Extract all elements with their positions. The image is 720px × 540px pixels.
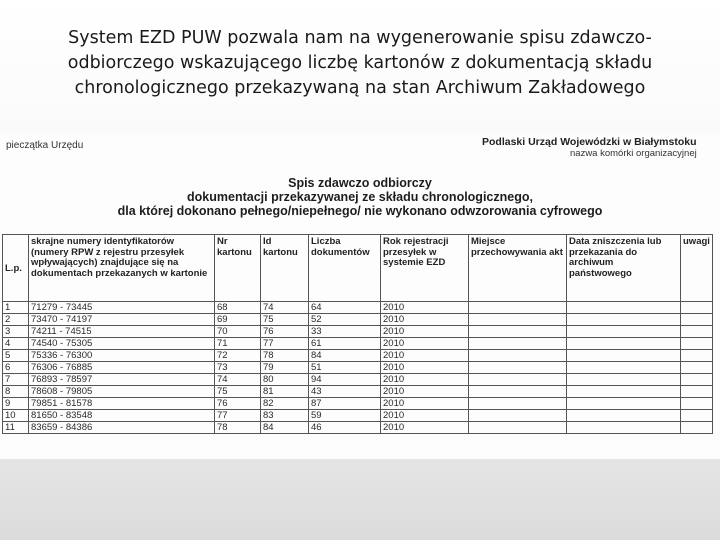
table-row — [3, 374, 713, 386]
row-number-cell: 5 — [3, 350, 29, 362]
registration-year-cell: 2010 — [381, 398, 469, 410]
row-number-cell: 11 — [3, 422, 29, 434]
table-row — [3, 398, 713, 410]
table-row — [3, 422, 713, 434]
box-number-cell: 70 — [215, 326, 261, 338]
box-id-cell: 82 — [261, 398, 309, 410]
registration-year-cell: 2010 — [381, 302, 469, 314]
row-number-cell: 9 — [3, 398, 29, 410]
box-number-cell: 77 — [215, 410, 261, 422]
box-number-cell: 75 — [215, 386, 261, 398]
identifier-range-cell: 83659 - 84386 — [29, 422, 215, 434]
identifier-range-cell: 74540 - 75305 — [29, 338, 215, 350]
column-header-lp: L.p. — [3, 235, 29, 302]
column-header-registration-year: Rok rejestracji przesyłek w systemie EZD — [381, 235, 469, 302]
document-title-line: dokumentacji przekazywanej ze składu chronologicznego, — [187, 190, 533, 204]
empty-cell — [681, 410, 713, 422]
identifier-range-cell: 73470 - 74197 — [29, 314, 215, 326]
document-title — [0, 176, 720, 218]
box-number-cell: 71 — [215, 338, 261, 350]
column-header-document-count: Liczba dokumentów — [309, 235, 381, 302]
row-number-cell: 2 — [3, 314, 29, 326]
transfer-list-table — [2, 234, 713, 434]
registration-year-cell: 2010 — [381, 374, 469, 386]
empty-cell — [567, 410, 681, 422]
slide-title-line: odbiorczego wskazującego liczbę kartonów z dokumentacją składu — [67, 53, 653, 73]
table-row — [3, 362, 713, 374]
registration-year-cell: 2010 — [381, 338, 469, 350]
registration-year-cell: 2010 — [381, 386, 469, 398]
document-count-cell: 94 — [309, 374, 381, 386]
document-title-line: Spis zdawczo odbiorczy — [288, 176, 432, 190]
box-id-cell: 81 — [261, 386, 309, 398]
table-row — [3, 302, 713, 314]
empty-cell — [681, 314, 713, 326]
box-number-cell: 72 — [215, 350, 261, 362]
slide-title — [0, 26, 720, 101]
row-number-cell: 3 — [3, 326, 29, 338]
table-row — [3, 350, 713, 362]
box-id-cell: 83 — [261, 410, 309, 422]
document-title-line: dla której dokonano pełnego/niepełnego/ nie wykonano odwzorowania cyfrowego — [117, 204, 603, 218]
table-row — [3, 326, 713, 338]
empty-cell — [567, 326, 681, 338]
empty-cell — [567, 362, 681, 374]
empty-cell — [469, 338, 567, 350]
empty-cell — [469, 362, 567, 374]
identifier-range-cell: 81650 - 83548 — [29, 410, 215, 422]
table-row — [3, 338, 713, 350]
empty-cell — [469, 398, 567, 410]
document-count-cell: 61 — [309, 338, 381, 350]
table-row — [3, 410, 713, 422]
slide-title-line: chronologicznego przekazywaną na stan Archiwum Zakładowego — [74, 78, 646, 98]
registration-year-cell: 2010 — [381, 422, 469, 434]
table-row — [3, 386, 713, 398]
box-number-cell: 74 — [215, 374, 261, 386]
box-id-cell: 75 — [261, 314, 309, 326]
box-id-cell: 80 — [261, 374, 309, 386]
document-count-cell: 52 — [309, 314, 381, 326]
document-count-cell: 46 — [309, 422, 381, 434]
identifier-range-cell: 71279 - 73445 — [29, 302, 215, 314]
identifier-range-cell: 76893 - 78597 — [29, 374, 215, 386]
column-header-box-id: Id kartonu — [261, 235, 309, 302]
registration-year-cell: 2010 — [381, 410, 469, 422]
identifier-range-cell: 75336 - 76300 — [29, 350, 215, 362]
row-number-cell: 6 — [3, 362, 29, 374]
table-header-row — [3, 235, 713, 302]
empty-cell — [681, 326, 713, 338]
box-id-cell: 74 — [261, 302, 309, 314]
empty-cell — [567, 350, 681, 362]
empty-cell — [681, 374, 713, 386]
empty-cell — [469, 422, 567, 434]
empty-cell — [469, 302, 567, 314]
empty-cell — [469, 410, 567, 422]
box-number-cell: 76 — [215, 398, 261, 410]
identifier-range-cell: 74211 - 74515 — [29, 326, 215, 338]
empty-cell — [567, 374, 681, 386]
empty-cell — [469, 326, 567, 338]
empty-cell — [567, 398, 681, 410]
empty-cell — [469, 350, 567, 362]
empty-cell — [681, 338, 713, 350]
empty-cell — [469, 374, 567, 386]
empty-cell — [567, 302, 681, 314]
box-id-cell: 77 — [261, 338, 309, 350]
empty-cell — [567, 338, 681, 350]
column-header-box-number: Nr kartonu — [215, 235, 261, 302]
registration-year-cell: 2010 — [381, 350, 469, 362]
office-stamp-label: pieczątka Urzędu — [6, 140, 84, 151]
identifier-range-cell: 76306 - 76885 — [29, 362, 215, 374]
registration-year-cell: 2010 — [381, 326, 469, 338]
box-number-cell: 78 — [215, 422, 261, 434]
column-header-destruction-date: Data zniszczenia lub przekazania do archiwum państwowego — [567, 235, 681, 302]
column-header-identifiers: skrajne numery identyfikatorów (numery RPW z rejestru przesyłek wpływających) znajdujące się na dokumentach przekazanych w kartonie — [29, 235, 215, 302]
empty-cell — [567, 422, 681, 434]
box-id-cell: 79 — [261, 362, 309, 374]
empty-cell — [681, 386, 713, 398]
identifier-range-cell: 78608 - 79805 — [29, 386, 215, 398]
document-count-cell: 59 — [309, 410, 381, 422]
row-number-cell: 10 — [3, 410, 29, 422]
office-name: Podlaski Urząd Wojewódzki w Białymstoku — [482, 136, 697, 148]
document-count-cell: 51 — [309, 362, 381, 374]
column-header-storage-place: Miejsce przechowywania akt — [469, 235, 567, 302]
row-number-cell: 1 — [3, 302, 29, 314]
empty-cell — [681, 362, 713, 374]
identifier-range-cell: 79851 - 81578 — [29, 398, 215, 410]
empty-cell — [681, 422, 713, 434]
empty-cell — [681, 350, 713, 362]
box-number-cell: 73 — [215, 362, 261, 374]
scanned-document — [0, 133, 720, 459]
empty-cell — [469, 386, 567, 398]
row-number-cell: 4 — [3, 338, 29, 350]
table-row — [3, 314, 713, 326]
empty-cell — [567, 386, 681, 398]
box-id-cell: 76 — [261, 326, 309, 338]
registration-year-cell: 2010 — [381, 362, 469, 374]
row-number-cell: 8 — [3, 386, 29, 398]
document-count-cell: 87 — [309, 398, 381, 410]
empty-cell — [681, 302, 713, 314]
slide-title-line: System EZD PUW pozwala nam na wygenerowanie spisu zdawczo- — [68, 28, 652, 48]
column-header-remarks: uwagi — [681, 235, 713, 302]
document-count-cell: 84 — [309, 350, 381, 362]
document-count-cell: 33 — [309, 326, 381, 338]
empty-cell — [469, 314, 567, 326]
office-cell-label: nazwa komórki organizacyjnej — [570, 148, 697, 159]
document-count-cell: 64 — [309, 302, 381, 314]
empty-cell — [567, 314, 681, 326]
empty-cell — [681, 398, 713, 410]
registration-year-cell: 2010 — [381, 314, 469, 326]
box-id-cell: 78 — [261, 350, 309, 362]
box-number-cell: 68 — [215, 302, 261, 314]
box-id-cell: 84 — [261, 422, 309, 434]
document-count-cell: 43 — [309, 386, 381, 398]
box-number-cell: 69 — [215, 314, 261, 326]
row-number-cell: 7 — [3, 374, 29, 386]
